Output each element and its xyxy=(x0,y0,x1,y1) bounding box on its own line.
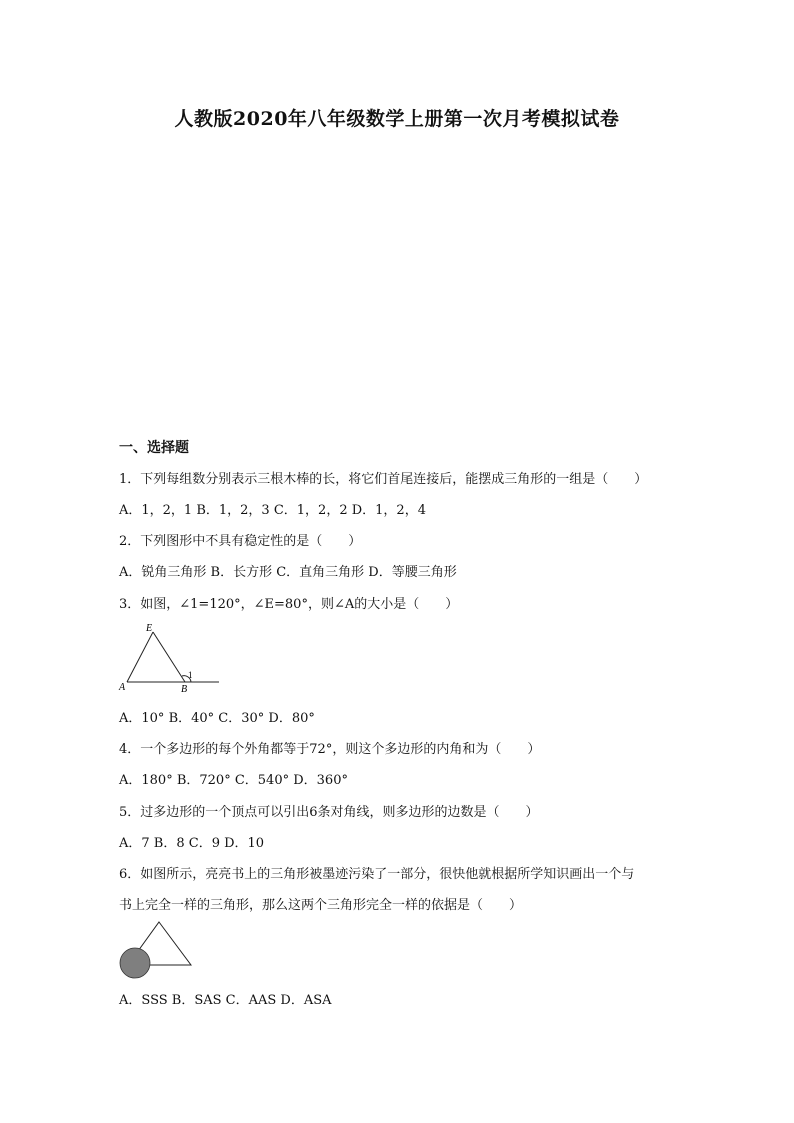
label-angle-1: 1 xyxy=(188,670,193,680)
question-2-stem: 2．下列图形中不具有稳定性的是（ ） xyxy=(119,534,362,549)
question-1-options: A．1，2，1 B．1，2，3 C．1，2，2 D．1，2，4 xyxy=(119,503,426,518)
ink-blot xyxy=(120,948,150,978)
question-3-stem: 3．如图，∠1=120°，∠E=80°，则∠A的大小是（ ） xyxy=(119,597,459,612)
question-4-options: A．180° B．720° C．540° D．360° xyxy=(119,773,348,788)
question-6-ink-triangle-figure xyxy=(115,918,200,980)
question-5-stem: 5．过多边形的一个顶点可以引出6条对角线，则多边形的边数是（ ） xyxy=(119,805,539,820)
label-a: A xyxy=(119,682,126,693)
question-3-triangle-figure xyxy=(115,620,225,695)
question-5-options: A．7 B．8 C．9 D．10 xyxy=(119,836,265,851)
question-3-options: A．10° B．40° C．30° D．80° xyxy=(119,711,315,726)
side-eb xyxy=(153,632,185,682)
question-2-options: A．锐角三角形 B．长方形 C．直角三角形 D．等腰三角形 xyxy=(119,565,457,580)
label-e: E xyxy=(146,623,153,634)
question-6-options: A．SSS B．SAS C．AAS D．ASA xyxy=(119,993,332,1008)
side-ae xyxy=(127,632,153,682)
page-title: 人教版2020年八年级数学上册第一次月考模拟试卷 xyxy=(174,108,620,130)
section-heading: 一、选择题 xyxy=(119,440,189,456)
question-4-stem: 4．一个多边形的每个外角都等于72°，则这个多边形的内角和为（ ） xyxy=(119,742,541,757)
question-1-stem: 1．下列每组数分别表示三根木棒的长，将它们首尾连接后，能摆成三角形的一组是（ ） xyxy=(119,472,648,487)
question-6-stem-line-1: 6．如图所示，亮亮书上的三角形被墨迹污染了一部分，很快他就根据所学知识画出一个与 xyxy=(119,867,635,882)
label-b: B xyxy=(181,684,188,695)
question-6-stem-line-2: 书上完全一样的三角形，那么这两个三角形完全一样的依据是（ ） xyxy=(119,898,523,913)
